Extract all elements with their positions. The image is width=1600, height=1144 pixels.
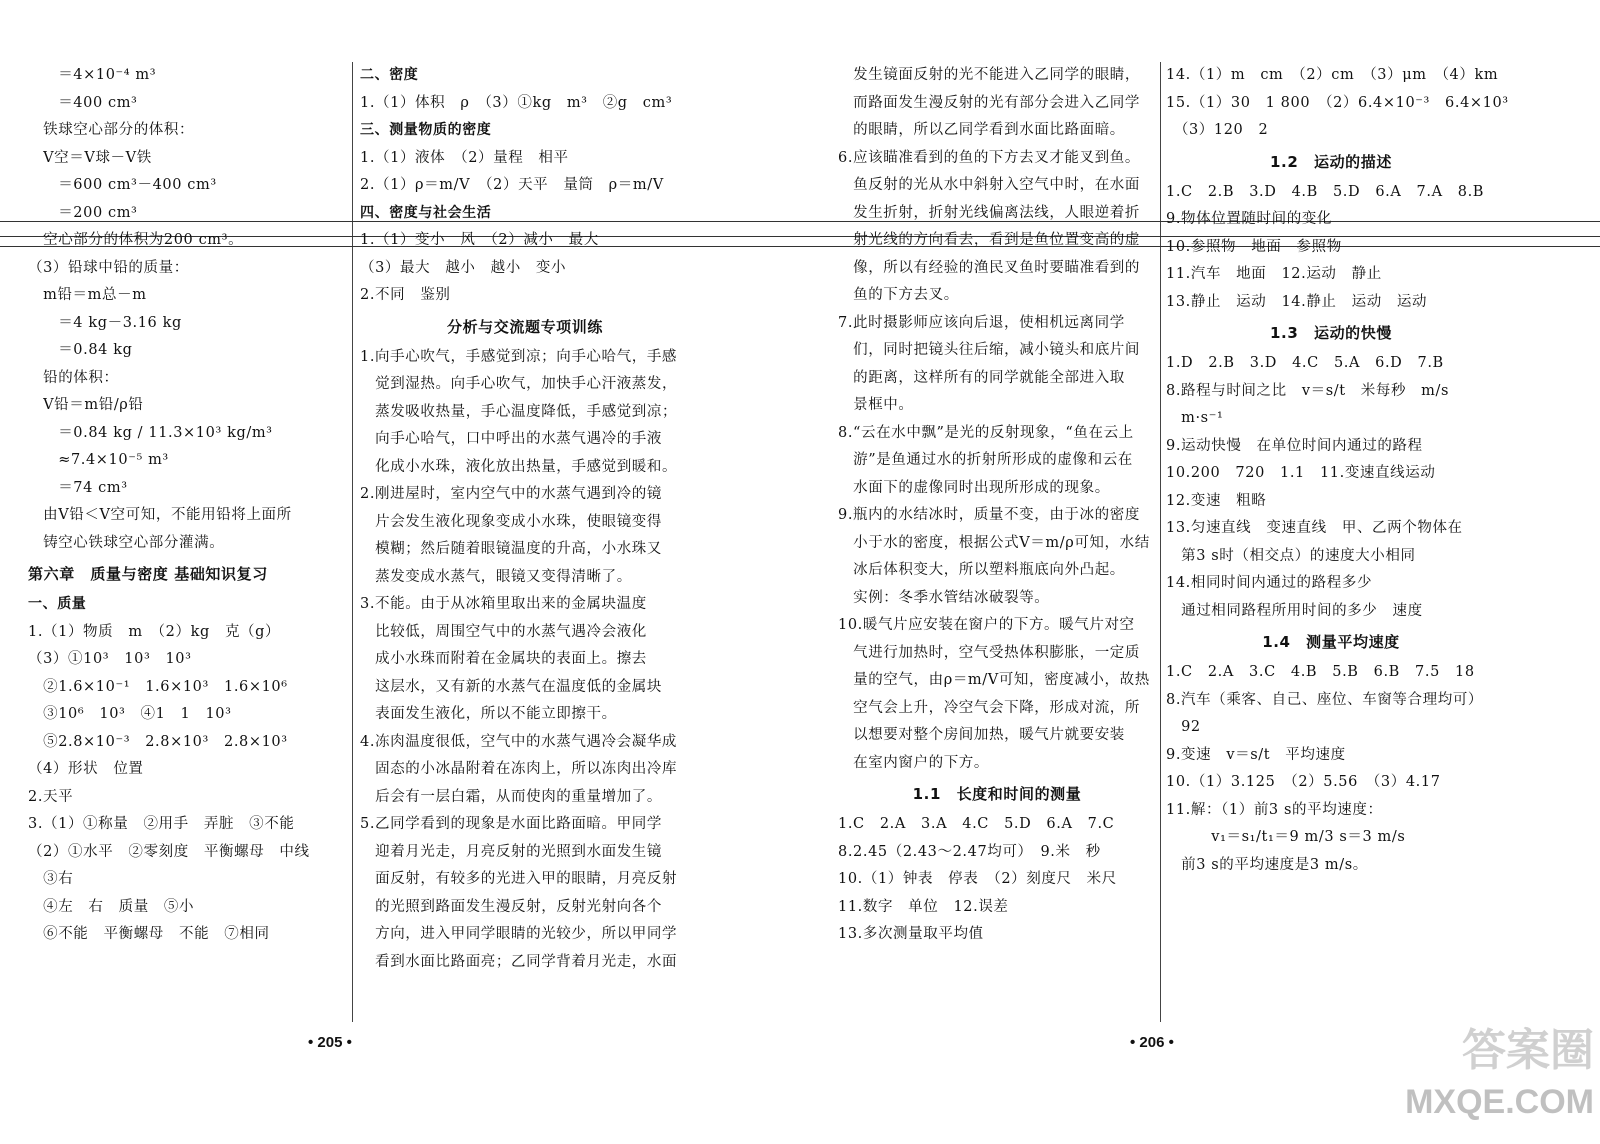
answer-line: 固态的小冰晶附着在冻肉上，所以冻肉出冷库 <box>360 761 678 777</box>
answer-line: 1.D 2.B 3.D 4.C 5.A 6.D 7.B <box>1166 355 1444 371</box>
answer-line: 铸空心铁球空心部分灌满。 <box>28 534 225 551</box>
answer-line: 射光线的方向看去，看到是鱼位置变高的虚 <box>838 232 1140 248</box>
answer-line: 像，所以有经验的渔民叉鱼时要瞄准看到的 <box>838 259 1140 276</box>
answer-line: ＝74 cm³ <box>28 479 128 496</box>
answer-line: 4.冻肉温度很低，空气中的水蒸气遇冷会凝华成 <box>360 733 678 750</box>
answer-line: 水面下的虚像同时出现所形成的现象。 <box>838 479 1110 496</box>
answer-line: 1.向手心吹气，手感觉到凉；向手心哈气，手感 <box>360 348 678 365</box>
right-page-column-1 <box>838 62 1156 949</box>
answer-line: 这层水，又有新的水蒸气在温度低的金属块 <box>360 678 662 695</box>
answer-line: ＝0.84 kg / 11.3×10³ kg/m³ <box>28 424 273 441</box>
answer-line: 7.此时摄影师应该向后退，使相机远离同学 <box>838 314 1125 331</box>
answer-line: m铅＝m总－m <box>28 287 147 303</box>
answer-line: 92 <box>1166 719 1201 735</box>
answer-line: 1.（1）液体 （2）量程 相平 <box>360 149 569 166</box>
answer-line: 模糊；然后随着眼镜温度的升高，小水珠又 <box>360 541 662 557</box>
answer-line: 前3 s的平均速度是3 m/s。 <box>1166 856 1368 873</box>
answer-line: 9.物体位置随时间的变化 <box>1166 211 1333 227</box>
answer-line: 迎着月光走，月亮反射的光照到水面发生镜 <box>360 843 662 860</box>
answer-line: ②1.6×10⁻¹ 1.6×10³ 1.6×10⁶ <box>28 678 288 695</box>
section-heading: 第六章 质量与密度 基础知识复习 <box>28 565 268 583</box>
answer-line: 们，同时把镜头往后缩，减小镜头和底片间 <box>838 342 1140 358</box>
answer-line: 9.运动快慢 在单位时间内通过的路程 <box>1166 437 1423 454</box>
answer-line: 通过相同路程所用时间的多少 速度 <box>1166 602 1423 619</box>
answer-line: 11.解：（1）前3 s的平均速度： <box>1166 801 1383 818</box>
answer-line: ④左 右 质量 ⑤小 <box>28 898 195 915</box>
answer-line: 3.（1）①称量 ②用手 弄脏 ③不能 <box>28 816 295 832</box>
answer-line: 铁球空心部分的体积： <box>28 122 195 138</box>
answer-line: 11.汽车 地面 12.运动 静止 <box>1166 266 1382 282</box>
answer-line: ③10⁶ 10³ ④1 1 10³ <box>28 706 232 722</box>
answer-line: 鱼反射的光从水中斜射入空气中时，在水面 <box>838 177 1140 193</box>
answer-line: （3）①10³ 10³ 10³ <box>28 651 192 667</box>
answer-line: 9.瓶内的水结冰时，质量不变，由于冰的密度 <box>838 507 1140 523</box>
section-heading: 1.2 运动的描述 <box>1270 152 1392 171</box>
answer-line: 14.（1）m cm （2）cm （3）μm （4）km <box>1166 67 1499 83</box>
answer-line: ⑥不能 平衡螺母 不能 ⑦相同 <box>28 926 270 942</box>
answer-line: ③右 <box>28 871 74 887</box>
answer-line: 13.静止 运动 14.静止 运动 运动 <box>1166 293 1428 310</box>
section-heading: 1.4 测量平均速度 <box>1262 633 1400 651</box>
answer-line: 3.不能。由于从冰箱里取出来的金属块温度 <box>360 596 647 612</box>
answer-line: （3）120 2 <box>1166 122 1269 138</box>
answer-line: m·s⁻¹ <box>1166 410 1224 426</box>
subsection-heading: 二、密度 <box>360 67 419 83</box>
watermark-logo: 答案圈 <box>1462 1026 1594 1075</box>
answer-line: 10.200 720 1.1 11.变速直线运动 <box>1166 465 1436 481</box>
answer-line: 方向，进入甲同学眼睛的光较少，所以甲同学 <box>360 926 678 942</box>
answer-line: 由V铅＜V空可知，不能用铅将上面所 <box>28 507 292 523</box>
answer-line: ＝0.84 kg <box>28 342 133 358</box>
left-page-column-1 <box>28 62 348 949</box>
answer-line: ＝4 kg－3.16 kg <box>28 314 182 331</box>
answer-line: ＝400 cm³ <box>28 94 138 111</box>
page-number-left: • 205 • <box>308 1034 352 1051</box>
column-divider-left <box>352 62 353 1022</box>
answer-line: 空心部分的体积为200 cm³。 <box>28 232 244 248</box>
answer-line: 第3 s时（相交点）的速度大小相同 <box>1166 547 1416 564</box>
answer-line: 1.（1）变小 风 （2）减小 最大 <box>360 232 599 248</box>
answer-line: 2.天平 <box>28 788 74 805</box>
answer-line: ⑤2.8×10⁻³ 2.8×10³ 2.8×10³ <box>28 733 288 750</box>
answer-line: 小于水的密度，根据公式V＝m/ρ可知，水结 <box>838 534 1150 551</box>
answer-line: 10.参照物 地面 参照物 <box>1166 238 1342 255</box>
answer-line: 化成小水珠，液化放出热量，手感觉到暖和。 <box>360 458 678 475</box>
subsection-heading: 一、质量 <box>28 596 87 612</box>
answer-line: ＝200 cm³ <box>28 204 138 221</box>
answer-line: 13.多次测量取平均值 <box>838 926 984 942</box>
subsection-heading: 四、密度与社会生活 <box>360 204 492 221</box>
answer-line: 在室内窗户的下方。 <box>838 754 989 771</box>
answer-line: 发生镜面反射的光不能进入乙同学的眼睛， <box>838 67 1140 83</box>
answer-line: 后会有一层白霜，从而使肉的重量增加了。 <box>360 788 662 805</box>
section-heading: 分析与交流题专项训练 <box>446 317 603 336</box>
answer-line: 2.（1）ρ＝m/V （2）天平 量筒 ρ＝m/V <box>360 177 664 193</box>
answer-line: ≈7.4×10⁻⁵ m³ <box>28 452 169 468</box>
answer-line: 5.乙同学看到的现象是水面比路面暗。甲同学 <box>360 816 662 832</box>
section-heading: 1.3 运动的快慢 <box>1270 324 1392 342</box>
right-page-column-2 <box>1166 62 1509 879</box>
answer-line: 15.（1）30 1 800 （2）6.4×10⁻³ 6.4×10³ <box>1166 94 1509 111</box>
answer-line: 1.C 2.B 3.D 4.B 5.D 6.A 7.A 8.B <box>1166 183 1485 200</box>
left-page-column-2 <box>360 62 690 976</box>
answer-line: 而路面发生漫反射的光有部分会进入乙同学 <box>838 94 1140 111</box>
answer-line: 铅的体积： <box>28 369 119 386</box>
answer-line: 14.相同时间内通过的路程多少 <box>1166 575 1373 591</box>
answer-line: v₁＝s₁/t₁＝9 m/3 s＝3 m/s <box>1166 829 1406 845</box>
answer-line: 1.C 2.A 3.C 4.B 5.B 6.B 7.5 18 <box>1166 664 1475 680</box>
answer-line: ＝600 cm³－400 cm³ <box>28 177 217 193</box>
answer-line: 1.（1）物质 m （2）kg 克（g） <box>28 623 281 640</box>
page-number-right: • 206 • <box>1130 1034 1174 1051</box>
answer-line: 片会发生液化现象变成小水珠，使眼镜变得 <box>360 513 662 530</box>
answer-line: 看到水面比路面亮；乙同学背着月光走，水面 <box>360 953 678 970</box>
answer-line: 向手心哈气，口中呼出的水蒸气遇冷的手液 <box>360 431 662 447</box>
answer-line: 1.C 2.A 3.A 4.C 5.D 6.A 7.C <box>838 816 1115 832</box>
answer-line: （2）①水平 ②零刻度 平衡螺母 中线 <box>28 843 310 860</box>
watermark-url: MXQE.COM <box>1405 1083 1594 1121</box>
answer-line: 的光照到路面发生漫反射，反射光射向各个 <box>360 898 662 915</box>
answer-line: 8.2.45（2.43～2.47均可） 9.米 秒 <box>838 843 1101 860</box>
answer-line: 的眼睛，所以乙同学看到水面比路面暗。 <box>838 122 1125 138</box>
answer-line: 10.暖气片应安装在窗户的下方。暖气片对空 <box>838 617 1135 633</box>
answer-line: V空＝V球－V铁 <box>28 149 152 166</box>
answer-line: 11.数字 单位 12.误差 <box>838 898 1009 915</box>
answer-line: 实例：冬季水管结冰破裂等。 <box>838 589 1050 606</box>
answer-line: ＝4×10⁻⁴ m³ <box>28 67 157 83</box>
answer-line: 13.匀速直线 变速直线 甲、乙两个物体在 <box>1166 520 1463 536</box>
answer-line: 比较低，周围空气中的水蒸气遇冷会液化 <box>360 623 647 640</box>
answer-line: 8.汽车（乘客、自己、座位、车窗等合理均可） <box>1166 691 1484 708</box>
answer-line: 10.（1）3.125 （2）5.56 （3）4.17 <box>1166 774 1441 790</box>
answer-line: 8.“云在水中飘”是光的反射现象，“鱼在云上 <box>838 424 1134 441</box>
answer-line: 8.路程与时间之比 v＝s/t 米每秒 m/s <box>1166 382 1450 399</box>
answer-line: 发生折射，折射光线偏离法线，人眼逆着折 <box>838 204 1140 221</box>
answer-line: 面反射，有较多的光进入甲的眼睛，月亮反射 <box>360 871 678 887</box>
answer-line: （4）形状 位置 <box>28 761 144 777</box>
answer-line: 以想要对整个房间加热，暖气片就要安装 <box>838 727 1125 743</box>
answer-line: 12.变速 粗略 <box>1166 492 1267 509</box>
answer-line: 表面发生液化，所以不能立即擦干。 <box>360 706 617 722</box>
answer-line: 的距离，这样所有的同学就能全部进入取 <box>838 369 1125 386</box>
answer-line: 成小水珠而附着在金属块的表面上。擦去 <box>360 651 647 667</box>
answer-line: 冰后体积变大，所以塑料瓶底向外凸起。 <box>838 562 1125 578</box>
answer-line: 气进行加热时，空气受热体积膨胀，一定质 <box>838 644 1140 661</box>
answer-line: 游”是鱼通过水的折射所形成的虚像和云在 <box>838 452 1133 468</box>
answer-line: V铅＝m铅/ρ铅 <box>28 397 144 413</box>
answer-line: 蒸发吸收热量，手心温度降低，手感觉到凉； <box>360 403 678 420</box>
answer-line: 1.（1）体积 ρ （3）①kg m³ ②g cm³ <box>360 94 673 111</box>
answer-line: 景框中。 <box>838 397 914 413</box>
answer-line: 2.不同 鉴别 <box>360 287 451 303</box>
answer-line: 量的空气，由ρ＝m/V可知，密度减小，故热 <box>838 672 1150 688</box>
subsection-heading: 三、测量物质的密度 <box>360 122 492 138</box>
answer-line: 觉到湿热。向手心吹气，加快手心汗液蒸发， <box>360 376 678 392</box>
section-heading: 1.1 长度和时间的测量 <box>912 785 1082 803</box>
answer-line: 9.变速 v＝s/t 平均速度 <box>1166 746 1346 763</box>
answer-line: 2.刚进屋时，室内空气中的水蒸气遇到冷的镜 <box>360 486 662 502</box>
column-divider-right <box>1160 62 1161 1022</box>
answer-line: 鱼的下方去叉。 <box>838 287 959 303</box>
answer-line: 6.应该瞄准看到的鱼的下方去叉才能叉到鱼。 <box>838 149 1140 166</box>
answer-line: （3）最大 越小 越小 变小 <box>360 259 567 276</box>
answer-line: （3）铅球中铅的质量： <box>28 259 189 276</box>
answer-line: 空气会上升，冷空气会下降，形成对流，所 <box>838 699 1140 716</box>
answer-line: 10.（1）钟表 停表 （2）刻度尺 米尺 <box>838 871 1117 887</box>
answer-line: 蒸发变成水蒸气，眼镜又变得清晰了。 <box>360 568 632 585</box>
